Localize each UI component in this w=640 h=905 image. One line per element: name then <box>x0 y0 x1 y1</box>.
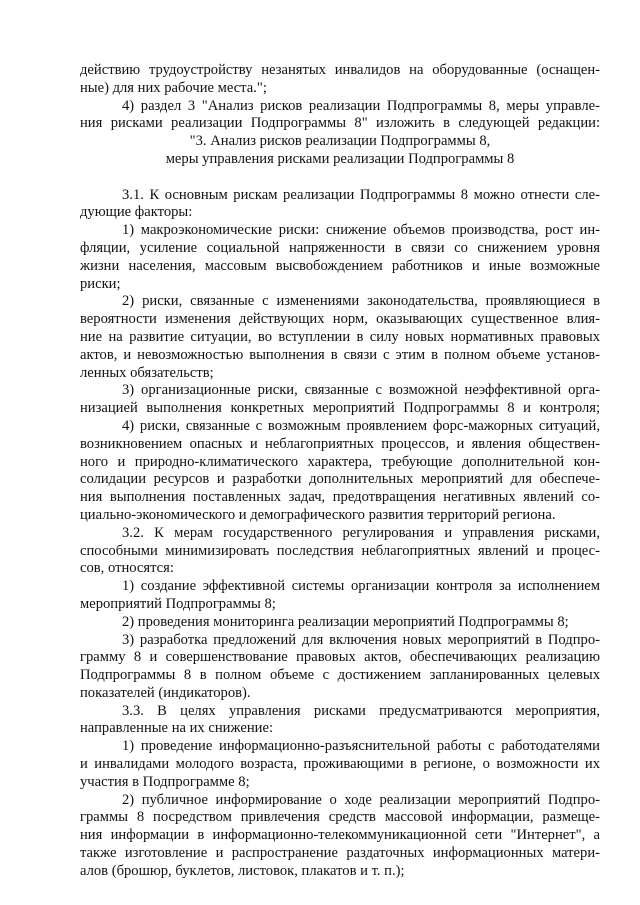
text-line: ния информации в информационно-телекоммуникационной сети "Интернет", а <box>80 827 600 844</box>
text-line: 2) публичное информирование о ходе реализации мероприятий Подпро- <box>122 791 600 808</box>
text-line: показателей (индикаторов). <box>80 684 251 701</box>
text-line: ния рисками реализации Подпрограммы 8" изложить в следующей редакции: <box>80 115 600 132</box>
text-line: ние на развитие ситуации, во вступлении в силу новых нормативных правовых <box>80 328 600 345</box>
text-line: алов (брошюр, буклетов, листовок, плакатов и т. п.); <box>80 862 405 879</box>
text-line: 4) раздел 3 "Анализ рисков реализации Подпрограммы 8, меры управле- <box>122 97 600 114</box>
text-line: ния выполнения поставленных задач, предотвращения негативных явлений со- <box>80 489 600 506</box>
text-line: ные) для них рабочие места."; <box>80 79 267 96</box>
text-line: участия в Подпрограмме 8; <box>80 773 250 790</box>
text-line: солидации ресурсов и разработки дополнительных мероприятий для обеспече- <box>80 471 600 488</box>
text-line: граммы 8 посредством привлечения средств массовой информации, размеще- <box>80 809 600 826</box>
text-line: 3.3. В целях управления рисками предусматриваются мероприятия, <box>122 702 600 719</box>
text-line: циально-экономического и демографического развития территорий региона. <box>80 506 556 523</box>
text-line: также изготовление и распространение раздаточных информационных матери- <box>80 845 600 862</box>
blank-line <box>80 169 600 187</box>
text-line: возникновением опасных и неблагоприятных процессов, и явления обществен- <box>80 435 600 452</box>
text-line: ного и природно-климатического характера, требующие дополнительной кон- <box>80 453 600 470</box>
text-line: фляции, усиление социальной напряженности в связи со снижением уровня <box>80 239 600 256</box>
text-line: жизни населения, массовым высвобождением работников и иные возможные <box>80 257 600 274</box>
document-body <box>80 62 600 881</box>
text-line: сов, относятся: <box>80 560 174 577</box>
text-line: дующие факторы: <box>80 204 193 221</box>
text-line: 3) разработка предложений для включения новых мероприятий в Подпро- <box>122 631 600 648</box>
text-line: мероприятий Подпрограммы 8; <box>80 595 276 612</box>
text-line: вероятности изменения действующих норм, оказывающих существенное влия- <box>80 311 600 328</box>
section-heading: "3. Анализ рисков реализации Подпрограммы 8, <box>189 133 491 150</box>
text-line: 2) проведения мониторинга реализации мероприятий Подпрограммы 8; <box>122 613 569 630</box>
text-line: 3) организационные риски, связанные с возможной неэффективной орга- <box>122 382 600 399</box>
text-line: 2) риски, связанные с изменениями законодательства, проявляющиеся в <box>122 293 600 310</box>
text-line: 1) создание эффективной системы организации контроля за исполнением <box>122 578 600 595</box>
text-line: 1) проведение информационно-разъяснительной работы с работодателями <box>122 738 600 755</box>
text-line: 3.1. К основным рискам реализации Подпрограммы 8 можно отнести сле- <box>122 186 600 203</box>
text-line: грамму 8 и совершенствование правовых актов, обеспечивающих реализацию <box>80 649 600 666</box>
text-line: риски; <box>80 275 121 292</box>
text-line: и инвалидами молодого возраста, проживающими в регионе, о возможности их <box>80 756 600 773</box>
text-line: 3.2. К мерам государственного регулирования и управления рисками, <box>122 524 600 541</box>
text-line: действию трудоустройству незанятых инвалидов на оборудованные (оснащен- <box>80 62 600 78</box>
section-heading: меры управления рисками реализации Подпрограммы 8 <box>165 150 515 167</box>
text-line: направленные на их снижение: <box>80 720 273 737</box>
text-line: актов, и невозможностью выполнения в связи с этим в полном объеме установ- <box>80 346 600 363</box>
text-line: 1) макроэкономические риски: снижение объемов производства, рост ин- <box>122 222 600 239</box>
text-line: 4) риски, связанные с возможным проявлением форс-мажорных ситуаций, <box>122 417 600 434</box>
text-line: способными минимизировать последствия неблагоприятных явлений и процес- <box>80 542 600 559</box>
text-line: низацией выполнения конкретных мероприятий Подпрограммы 8 и контроля; <box>80 400 600 417</box>
text-line: ленных обязательств; <box>80 364 214 381</box>
text-line: Подпрограммы 8 в полном объеме с достижением запланированных целевых <box>80 667 600 684</box>
